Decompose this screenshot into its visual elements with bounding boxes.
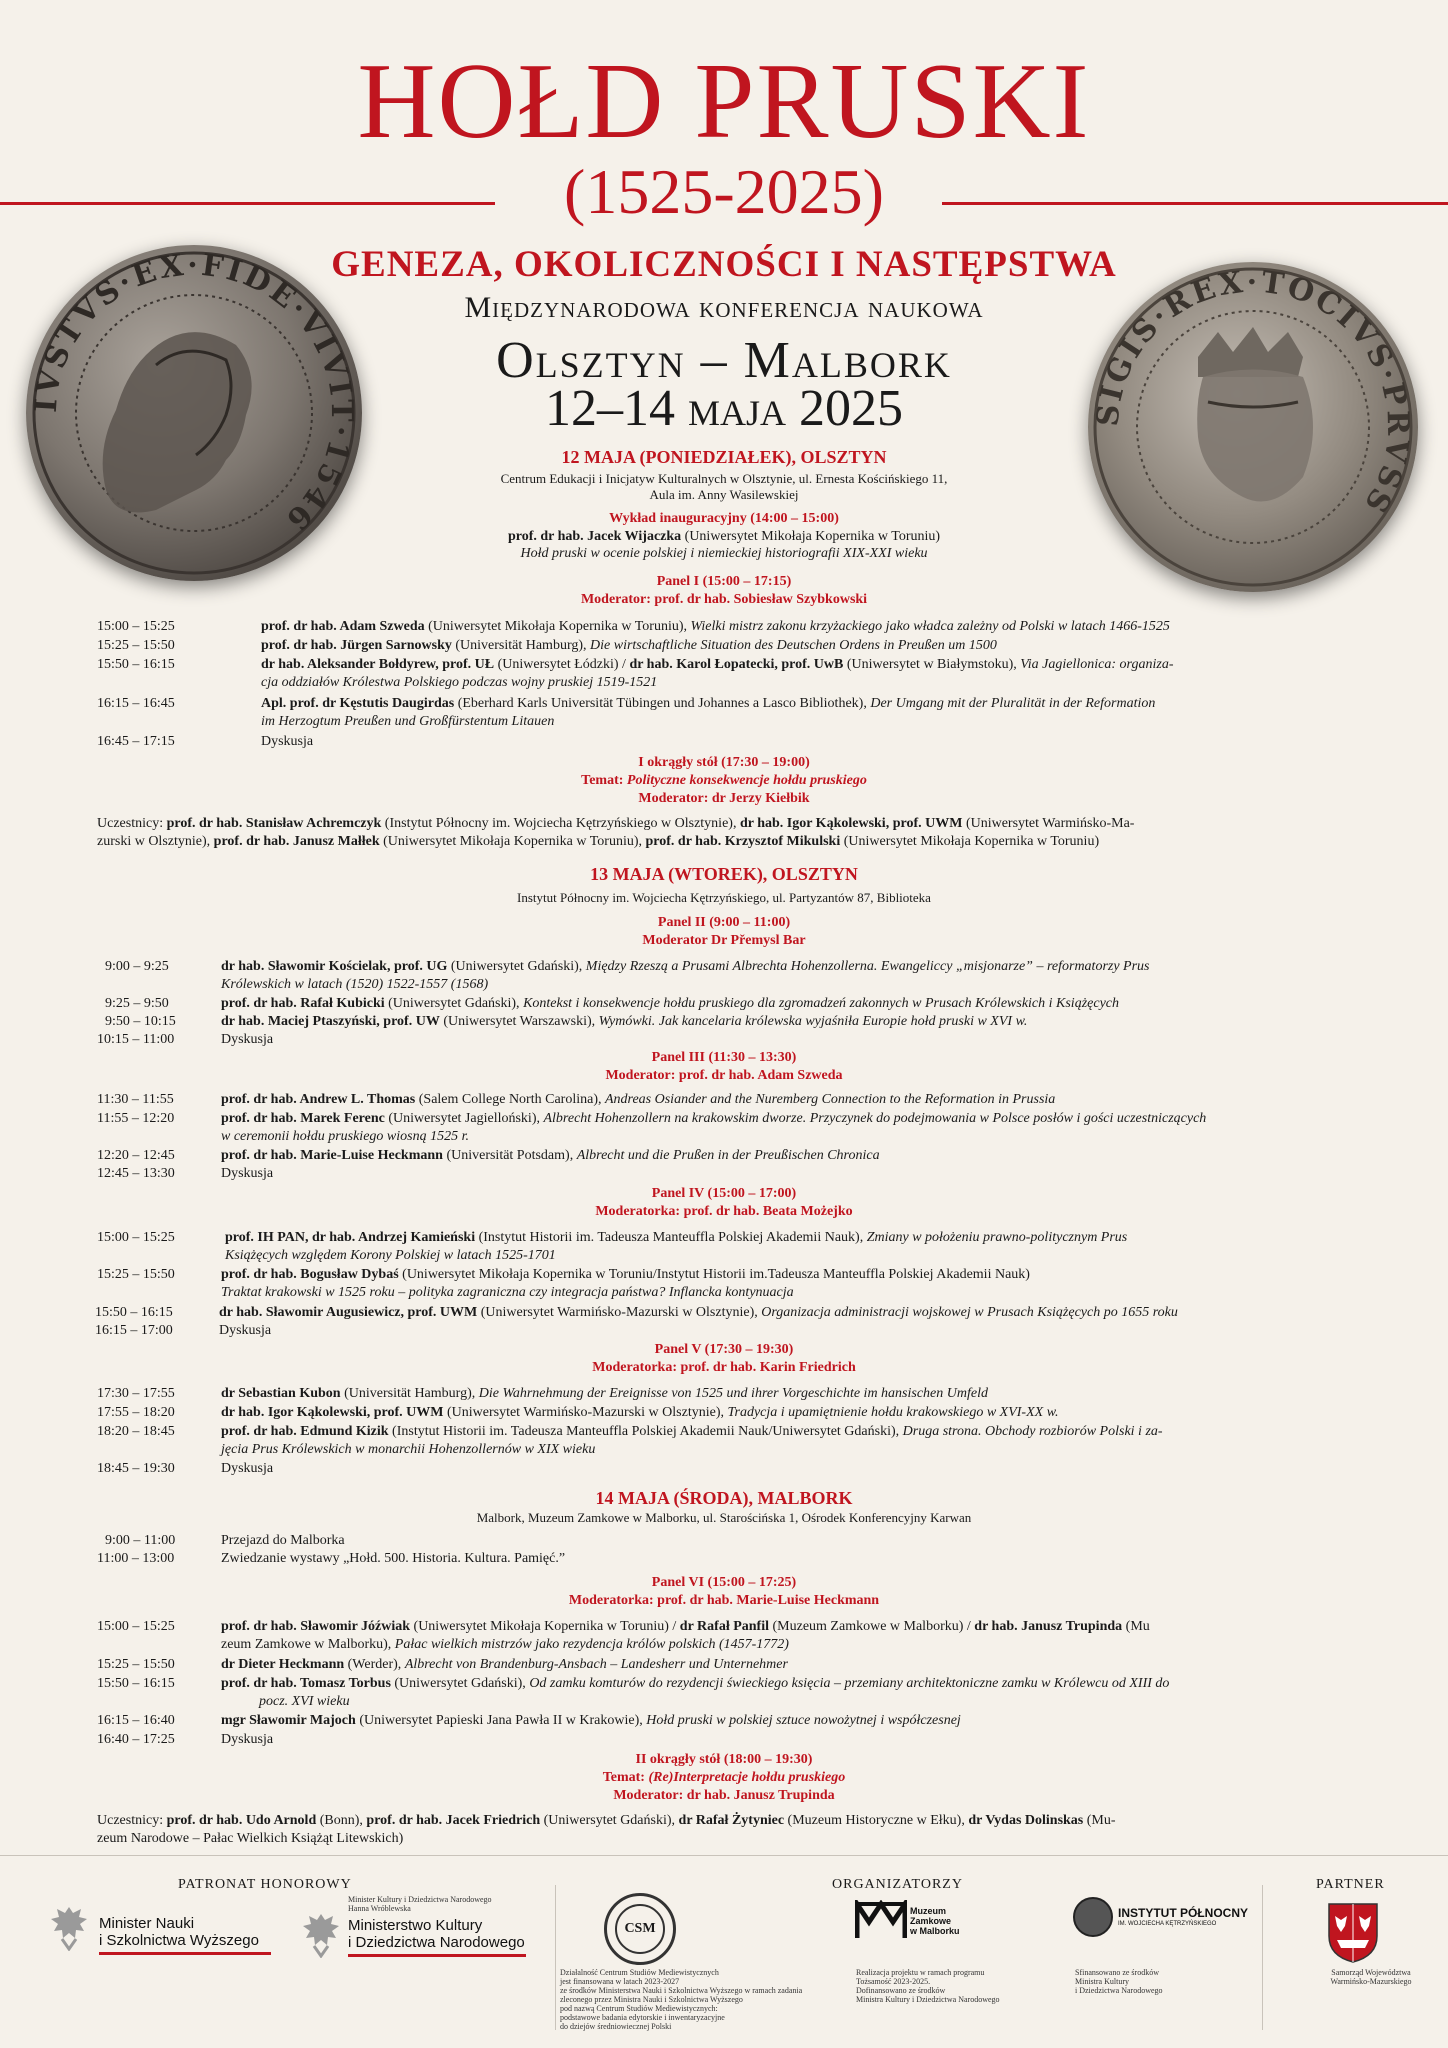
muzeum-line: Ministra Kultury i Dziedzictwa Narodowego xyxy=(856,1995,1000,2004)
panel2-moderator: Moderator Dr Přemysl Bar xyxy=(642,933,806,948)
affiliation: (Uniwersytet Łódzki) / xyxy=(494,657,630,672)
session-entry xyxy=(221,1675,1169,1693)
affiliation: (Uniwersytet Mikołaja Kopernika w Toruniu), xyxy=(379,834,646,849)
panel1-heading: Panel I (15:00 – 17:15) xyxy=(656,574,792,589)
label-partner: PARTNER xyxy=(1316,1877,1385,1892)
csm-logo-text: CSM xyxy=(615,1904,665,1954)
session-entry xyxy=(225,1229,1127,1247)
participants-label: Uczestnicy: xyxy=(97,1813,167,1828)
csm-logo-icon xyxy=(604,1893,676,1965)
participant-name: prof. dr hab. Stanisław Achremczyk xyxy=(166,816,382,831)
session-entry xyxy=(221,1423,1163,1441)
lecture-title: Hołd pruski w ocenie polskiej i niemieckiej historiografii XIX-XXI wieku xyxy=(520,546,928,561)
talk-title: Pałac wielkich mistrzów jako rezydencja królów polskich (1457-1772) xyxy=(394,1637,789,1652)
day1-heading: 12 MAJA (PONIEDZIAŁEK), OLSZTYN xyxy=(561,447,887,467)
round1-heading: I okrągły stół (17:30 – 19:00) xyxy=(638,755,810,770)
discussion: Dyskusja xyxy=(221,1461,274,1476)
talk-title: Andreas Osiander and the Nuremberg Connection to the Reformation in Prussia xyxy=(604,1092,1056,1107)
session-time: 18:20 – 18:45 xyxy=(97,1424,175,1439)
round2-participants-line1 xyxy=(97,1812,1116,1830)
talk-title: Wymówki. Jak kancelaria królewska wyjaśniła Europie hołd pruski w XVI w. xyxy=(598,1014,1028,1029)
session-entry-cont xyxy=(221,1636,789,1654)
affiliation: (Muzeum Historyczne w Ełku), xyxy=(784,1813,969,1828)
muzeum-funding-text xyxy=(856,1968,1056,2004)
muzeum-name-line: Zamkowe xyxy=(910,1916,952,1926)
program-item: Zwiedzanie wystawy „Hołd. 500. Historia. Kultura. Pamięć.” xyxy=(221,1551,566,1566)
session-time: 16:40 – 17:25 xyxy=(97,1732,175,1747)
speaker-name: dr hab. Sławomir Kościelak, prof. UG xyxy=(221,959,448,974)
speaker-name: mgr Sławomir Majoch xyxy=(221,1713,356,1728)
day1-venue-line2: Aula im. Anny Wasilewskiej xyxy=(649,487,799,502)
session-time: 15:25 – 15:50 xyxy=(97,1657,175,1672)
speaker-name: prof. dr hab. Edmund Kizik xyxy=(221,1424,389,1439)
topic-text: (Re)Interpretacje hołdu pruskiego xyxy=(648,1770,846,1785)
speaker-name: prof. dr hab. Tomasz Torbus xyxy=(221,1676,391,1691)
minister2-small2: Hanna Wróblewska xyxy=(348,1904,411,1913)
affiliation: (Uniwersytet Warmińsko-Mazurski w Olsztynie), xyxy=(443,1405,728,1420)
session-time: 17:30 – 17:55 xyxy=(97,1386,175,1401)
minister1-name xyxy=(99,1915,259,1949)
affiliation: (Werder), xyxy=(344,1657,405,1672)
speaker-name: prof. IH PAN, dr hab. Andrzej Kamieński xyxy=(225,1230,476,1245)
minister2-name xyxy=(348,1917,525,1951)
session-time: 15:50 – 16:15 xyxy=(97,657,175,672)
speaker-name: prof. dr hab. Bogusław Dybaś xyxy=(221,1267,399,1282)
instytut-name: INSTYTUT PÓŁNOCNY xyxy=(1118,1906,1249,1920)
speaker-name: prof. dr hab. Rafał Kubicki xyxy=(221,996,385,1011)
day2-heading: 13 MAJA (WTOREK), OLSZTYN xyxy=(590,864,858,884)
csm-funding-text xyxy=(560,1968,840,2031)
muzeum-line: Tożsamość 2023-2025. xyxy=(856,1977,931,1986)
affiliation: (Uniwersytet Gdański), xyxy=(447,959,586,974)
affiliation: (Uniwersytet Jagielloński), xyxy=(384,1111,544,1126)
footer-divider xyxy=(0,1855,1448,1856)
session-time: 15:50 – 16:15 xyxy=(95,1305,173,1320)
program-item: Przejazd do Malborka xyxy=(221,1533,345,1548)
talk-title-cont: Traktat krakowski w 1525 roku – polityka zagraniczna czy integracja państwa? Inflancka kontynuacja xyxy=(221,1285,794,1300)
talk-title-cont: w ceremonii hołdu pruskiego wiosną 1525 r. xyxy=(221,1129,469,1144)
affiliation: (Uniwersytet Mikołaja Kopernika w Toruniu) / xyxy=(410,1619,680,1634)
round1-participants-line1 xyxy=(97,815,1134,833)
panel6-moderator: Moderatorka: prof. dr hab. Marie-Luise Heckmann xyxy=(568,1593,880,1608)
footer-separator xyxy=(555,1885,556,2030)
speaker-name: prof. dr hab. Andrew L. Thomas xyxy=(221,1092,416,1107)
session-time: 11:55 – 12:20 xyxy=(97,1111,175,1126)
instytut-logo-icon xyxy=(1073,1897,1113,1937)
speaker-name: prof. dr hab. Marie-Luise Heckmann xyxy=(221,1148,443,1163)
affiliation: zeum Zamkowe w Malborku), xyxy=(221,1637,395,1652)
session-time: 16:15 – 16:40 xyxy=(97,1713,175,1728)
session-time: 11:00 – 13:00 xyxy=(97,1551,175,1566)
affiliation: (Eberhard Karls Universität Tübingen und Johannes a Lasco Bibliothek), xyxy=(454,696,871,711)
affiliation: (Instytut Północny im. Wojciecha Kętrzyńskiego w Olsztynie), xyxy=(381,816,740,831)
round1-topic xyxy=(0,773,1448,790)
session-time: 12:20 – 12:45 xyxy=(97,1148,175,1163)
participants-label: Uczestnicy: xyxy=(97,816,167,831)
round1-moderator: Moderator: dr Jerzy Kiełbik xyxy=(638,791,810,806)
panel5-moderator: Moderatorka: prof. dr hab. Karin Friedrich xyxy=(592,1360,856,1375)
talk-title: Tradycja i upamiętnienie hołdu krakowskiego w XVI-XX w. xyxy=(727,1405,1059,1420)
participant-name: prof. dr hab. Janusz Małłek xyxy=(213,834,380,849)
session-time: 11:30 – 11:55 xyxy=(97,1092,174,1107)
panel3-heading: Panel III (11:30 – 13:30) xyxy=(651,1050,797,1065)
speaker-name: dr hab. Sławomir Augusiewicz, prof. UWM xyxy=(219,1305,478,1320)
speaker-name: prof. dr hab. Marek Ferenc xyxy=(221,1111,385,1126)
day3-heading: 14 MAJA (ŚRODA), MALBORK xyxy=(595,1488,853,1508)
session-entry xyxy=(221,958,1150,976)
talk-title-cont: Królewskich w latach (1520) 1522-1557 (1568) xyxy=(221,977,489,992)
coat-of-arms-icon xyxy=(1327,1902,1379,1969)
day1-venue-line1: Centrum Edukacji i Inicjatyw Kulturalnych w Olsztynie, ul. Ernesta Kościńskiego 11, xyxy=(500,471,948,486)
affiliation: (Mu- xyxy=(1083,1813,1116,1828)
affiliation: (Instytut Historii im. Tadeusza Manteuffla Polskiej Akademii Nauk/Uniwersytet Gdański), xyxy=(388,1424,903,1439)
session-entry xyxy=(221,1385,988,1403)
affiliation: (Instytut Historii im. Tadeusza Manteuffla Polskiej Akademii Nauk), xyxy=(475,1230,867,1245)
speaker-name: dr Dieter Heckmann xyxy=(221,1657,345,1672)
lecture-affiliation: (Uniwersytet Mikołaja Kopernika w Toruniu) xyxy=(681,529,941,544)
session-entry xyxy=(221,1404,1059,1422)
poster-title: HOŁD PRUSKI xyxy=(357,42,1091,161)
talk-title: Die Wahrnehmung der Ereignisse von 1525 und ihrer Vorgeschichte im hansischen Umfeld xyxy=(478,1386,988,1401)
talk-title: Hołd pruski w polskiej sztuce nowożytnej i współczesnej xyxy=(646,1713,961,1728)
minister2-line1: Ministerstwo Kultury xyxy=(348,1917,483,1934)
session-entry xyxy=(221,1110,1206,1128)
session-time: 15:50 – 16:15 xyxy=(97,1676,175,1691)
session-time: 16:45 – 17:15 xyxy=(97,734,175,749)
partner-text xyxy=(1306,1968,1436,1986)
talk-title-cont: pocz. XVI wieku xyxy=(259,1694,350,1709)
affiliation: (Uniwersytet Mikołaja Kopernika w Toruniu/Instytut Historii im.Tadeusza Manteuffla Polskiej Akademii Nauk) xyxy=(398,1267,1030,1282)
participant-name: prof. dr hab. Jacek Friedrich xyxy=(366,1813,541,1828)
affiliation: (Uniwersytet Papieski Jana Pawła II w Krakowie), xyxy=(355,1713,647,1728)
csm-line: Działalność Centrum Studiów Mediewistycznych xyxy=(560,1968,719,1977)
talk-title: Wielki mistrz zakonu krzyżackiego jako władca zależny od Polski w latach 1466-1525 xyxy=(690,619,1170,634)
session-entry xyxy=(221,995,1119,1013)
talk-title: Albrecht Hohenzollern na krakowskim dworze. Przyczynek do podejmowania w Polsce posłów i gości uczestniczących xyxy=(543,1111,1207,1126)
affiliation: (Salem College North Carolina), xyxy=(415,1092,605,1107)
discussion: Dyskusja xyxy=(219,1323,272,1338)
talk-title: Między Rzeszą a Prusami Albrechta Hohenzollerna. Ewangeliccy „misjonarze” – reformatorzy Prus xyxy=(585,959,1150,974)
minister2-small xyxy=(348,1895,492,1913)
affiliation: (Uniwersytet Warmińsko-Ma- xyxy=(962,816,1135,831)
participant-name: prof. dr hab. Krzysztof Mikulski xyxy=(645,834,841,849)
session-time: 9:00 – 11:00 xyxy=(105,1533,176,1548)
instytut-line: Ministra Kultury xyxy=(1075,1977,1129,1986)
coin-left-legend: IVSTVS·EX·FIDE·VIVIT·1546 xyxy=(28,247,360,539)
affiliation: (Mu xyxy=(1122,1619,1150,1634)
round1-participants-line2 xyxy=(97,833,1099,851)
csm-line: podstawowe badania edytorskie i inwentaryzacyjne xyxy=(560,2013,725,2022)
conference-type: Międzynarodowa konferencja naukowa xyxy=(464,291,984,324)
instytut-line: Sfinansowano ze środków xyxy=(1075,1968,1159,1977)
session-entry xyxy=(261,656,1371,674)
affiliation: (Universität Potsdam), xyxy=(442,1148,577,1163)
discussion: Dyskusja xyxy=(221,1732,274,1747)
lecture-speaker: prof. dr hab. Jacek Wijaczka xyxy=(507,529,682,544)
session-entry xyxy=(221,1266,1030,1284)
session-entry xyxy=(221,1147,880,1165)
talk-title: Albrecht und die Prußen in der Preußischen Chronica xyxy=(576,1148,880,1163)
session-entry xyxy=(261,637,1371,655)
speaker-name: dr hab. Maciej Ptaszyński, prof. UW xyxy=(221,1014,440,1029)
talk-title: Zmiany w położeniu prawno-politycznym Prus xyxy=(866,1230,1128,1245)
speaker-name: Apl. prof. dr Kęstutis Daugirdas xyxy=(261,696,455,711)
talk-title: Die wirtschaftliche Situation des Deutschen Ordens in Preußen um 1500 xyxy=(590,638,997,653)
muzeum-name-line: w Malborku xyxy=(910,1926,960,1936)
partner-line: Samorząd Województwa xyxy=(1331,1968,1411,1977)
csm-line: zleconego przez Ministra Nauki i Szkolnictwa Wyższego xyxy=(560,1995,743,2004)
affiliation: (Uniwersytet Gdański), xyxy=(384,996,524,1011)
minister2-small1: Minister Kultury i Dziedzictwa Narodowego xyxy=(348,1895,492,1904)
session-time: 15:25 – 15:50 xyxy=(97,1267,175,1282)
topic-label: Temat: xyxy=(602,1770,649,1785)
session-time: 9:25 – 9:50 xyxy=(105,996,169,1011)
lecture-heading: Wykład inauguracyjny (14:00 – 15:00) xyxy=(609,511,839,526)
session-time: 9:50 – 10:15 xyxy=(105,1014,176,1029)
discussion: Dyskusja xyxy=(221,1166,274,1181)
day2-venue: Instytut Północny im. Wojciecha Kętrzyńskiego, ul. Partyzantów 87, Biblioteka xyxy=(517,890,931,905)
session-entry xyxy=(221,1712,961,1730)
panel4-moderator: Moderatorka: prof. dr hab. Beata Możejko xyxy=(595,1204,853,1219)
muzeum-logo-icon xyxy=(855,1900,907,1945)
panel1-moderator: Moderator: prof. dr hab. Sobiesław Szybkowski xyxy=(580,592,868,607)
conference-place: Olsztyn – Malbork xyxy=(496,332,952,389)
panel5-heading: Panel V (17:30 – 19:30) xyxy=(654,1342,794,1357)
topic-text: Polityczne konsekwencje hołdu pruskiego xyxy=(626,773,867,788)
speaker-name: prof. dr hab. Sławomir Jóźwiak xyxy=(221,1619,411,1634)
instytut-sub: IM. WOJCIECHA KĘTRZYŃSKIEGO xyxy=(1118,1921,1217,1927)
coin-right-legend: SIGIS·REX·TOCIVS·PRVSS xyxy=(1090,264,1416,521)
talk-title-cont: im Herzogtum Preußen und Großfürstentum Litauen xyxy=(261,714,555,729)
talk-title: Der Umgang mit der Pluralität in der Reformation xyxy=(870,696,1156,711)
talk-title-cont: Książęcych względem Korony Polskiej w latach 1525-1701 xyxy=(225,1248,556,1263)
participant-name: dr Vydas Dolinskas xyxy=(968,1813,1084,1828)
day3-venue: Malbork, Muzeum Zamkowe w Malborku, ul. Starościńska 1, Ośrodek Konferencyjny Karwan xyxy=(476,1510,972,1525)
csm-line: jest finansowana w latach 2023-2027 xyxy=(560,1977,680,1986)
affiliation: (Uniwersytet Mikołaja Kopernika w Toruniu), xyxy=(424,619,691,634)
minister2-line2: i Dziedzictwa Narodowego xyxy=(348,1934,525,1951)
round2-participants-line2: zeum Narodowe – Pałac Wielkich Książąt Litewskich) xyxy=(97,1831,404,1846)
session-time: 10:15 – 11:00 xyxy=(97,1032,175,1047)
session-time: 16:15 – 17:00 xyxy=(95,1323,173,1338)
session-time: 12:45 – 13:30 xyxy=(97,1166,175,1181)
session-entry xyxy=(261,695,1371,713)
affiliation: zurski w Olsztynie), xyxy=(97,834,214,849)
participant-name: dr hab. Igor Kąkolewski, prof. UWM xyxy=(739,816,963,831)
speaker-name: prof. dr hab. Adam Szweda xyxy=(261,619,425,634)
csm-line: ze środków Ministerstwa Nauki i Szkolnictwa Wyższego w ramach zadania xyxy=(560,1986,803,1995)
session-time: 9:00 – 9:25 xyxy=(105,959,169,974)
talk-title: Albrecht von Brandenburg-Ansbach – Landesherr und Unternehmer xyxy=(404,1657,788,1672)
minister1-underline xyxy=(99,1952,271,1955)
panel2-heading: Panel II (9:00 – 11:00) xyxy=(657,915,791,930)
muzeum-name-line: Muzeum xyxy=(910,1906,946,1916)
speaker-name: dr hab. Aleksander Bołdyrew, prof. UŁ xyxy=(261,657,495,672)
csm-line: do dziejów średniowiecznej Polski xyxy=(560,2022,672,2031)
affiliation: (Uniwersytet w Białymstoku), xyxy=(843,657,1021,672)
affiliation: (Universität Hamburg), xyxy=(340,1386,479,1401)
discussion: Dyskusja xyxy=(221,1032,274,1047)
affiliation: (Uniwersytet Mikołaja Kopernika w Toruniu) xyxy=(840,834,1100,849)
talk-title-cont: cja oddziałów Królestwa Polskiego podczas wojny pruskiej 1519-1521 xyxy=(261,675,658,690)
conference-dates: 12–14 maja 2025 xyxy=(544,380,903,437)
affiliation: (Bonn), xyxy=(316,1813,367,1828)
muzeum-line: Dofinansowano ze środków xyxy=(856,1986,946,1995)
talk-title: Kontekst i konsekwencje hołdu pruskiego dla zgromadzeń zakonnych w Prusach Królewskich i Książęcych xyxy=(523,996,1119,1011)
round2-moderator: Moderator: dr hab. Janusz Trupinda xyxy=(613,1788,835,1803)
talk-title: Druga strona. Obchody rozbiorów Polski i za- xyxy=(902,1424,1163,1439)
speaker-name: prof. dr hab. Jürgen Sarnowsky xyxy=(261,638,452,653)
session-entry xyxy=(261,618,1371,636)
participant-name: dr Rafał Żytyniec xyxy=(678,1813,785,1828)
session-entry xyxy=(221,1013,1027,1031)
talk-title: Od zamku komturów do rezydencji świeckiego księcia – przemiany architektoniczne zamku w Królewcu od XIII do xyxy=(529,1676,1170,1691)
muzeum-line: Realizacja projektu w ramach programu xyxy=(856,1968,985,1977)
partner-line: Warmińsko-Mazurskiego xyxy=(1330,1977,1412,1986)
speaker-name: dr hab. Karol Łopatecki, prof. UwB xyxy=(629,657,844,672)
instytut-funding-text xyxy=(1075,1968,1235,1995)
session-time: 17:55 – 18:20 xyxy=(97,1405,175,1420)
round2-topic xyxy=(0,1770,1448,1787)
affiliation: (Uniwersytet Warszawski), xyxy=(439,1014,599,1029)
minister1-line2: i Szkolnictwa Wyższego xyxy=(99,1932,259,1949)
session-entry xyxy=(221,1618,1150,1636)
panel3-moderator: Moderator: prof. dr hab. Adam Szweda xyxy=(605,1068,843,1083)
speaker-name: dr Sebastian Kubon xyxy=(221,1386,341,1401)
eagle-emblem-icon xyxy=(48,1903,90,1956)
session-entry xyxy=(219,1304,1178,1322)
label-organizatorzy: ORGANIZATORZY xyxy=(832,1877,963,1892)
session-time: 15:00 – 15:25 xyxy=(97,619,175,634)
panel6-heading: Panel VI (15:00 – 17:25) xyxy=(651,1575,797,1590)
affiliation: (Uniwersytet Warmińsko-Mazurski w Olsztynie), xyxy=(477,1305,762,1320)
poster-subtitle: GENEZA, OKOLICZNOŚCI I NASTĘPSTWA xyxy=(331,244,1117,285)
rule-right xyxy=(942,202,1448,205)
affiliation: (Universität Hamburg), xyxy=(451,638,591,653)
speaker-name: dr hab. Janusz Trupinda xyxy=(974,1619,1123,1634)
discussion: Dyskusja xyxy=(261,734,314,749)
round2-heading: II okrągły stół (18:00 – 19:30) xyxy=(635,1752,813,1767)
talk-title: Organizacja administracji wojskowej w Prusach Książęcych po 1655 roku xyxy=(761,1305,1178,1320)
eagle-emblem-icon xyxy=(300,1910,342,1963)
session-entry xyxy=(221,1656,788,1674)
poster-years: (1525-2025) xyxy=(564,156,884,227)
footer-separator xyxy=(1262,1885,1263,2030)
label-patronat: PATRONAT HONOROWY xyxy=(178,1877,352,1892)
talk-title: Via Jagiellonica: organiza- xyxy=(1020,657,1174,672)
session-time: 15:25 – 15:50 xyxy=(97,638,175,653)
csm-line: pod nazwą Centrum Studiów Mediewistycznych: xyxy=(560,2004,718,2013)
participant-name: prof. dr hab. Udo Arnold xyxy=(166,1813,317,1828)
session-entry xyxy=(221,1091,1055,1109)
session-time: 16:15 – 16:45 xyxy=(97,696,175,711)
minister2-underline xyxy=(348,1954,526,1957)
affiliation: (Uniwersytet Gdański), xyxy=(390,1676,530,1691)
speaker-name: dr Rafał Panfil xyxy=(679,1619,769,1634)
talk-title-cont: jęcia Prus Królewskich w monarchii Hohenzollernów w XIX wieku xyxy=(221,1442,596,1457)
panel4-heading: Panel IV (15:00 – 17:00) xyxy=(651,1186,797,1201)
speaker-name: dr hab. Igor Kąkolewski, prof. UWM xyxy=(221,1405,444,1420)
minister1-line1: Minister Nauki xyxy=(99,1915,195,1932)
affiliation: (Uniwersytet Gdański), xyxy=(540,1813,679,1828)
affiliation: (Muzeum Zamkowe w Malborku) / xyxy=(769,1619,975,1634)
muzeum-name xyxy=(910,1906,960,1936)
session-time: 15:00 – 15:25 xyxy=(97,1230,175,1245)
session-time: 18:45 – 19:30 xyxy=(97,1461,175,1476)
topic-label: Temat: xyxy=(581,773,627,788)
session-time: 15:00 – 15:25 xyxy=(97,1619,175,1634)
lecture-speaker-line xyxy=(0,529,1448,546)
instytut-line: i Dziedzictwa Narodowego xyxy=(1075,1986,1163,1995)
